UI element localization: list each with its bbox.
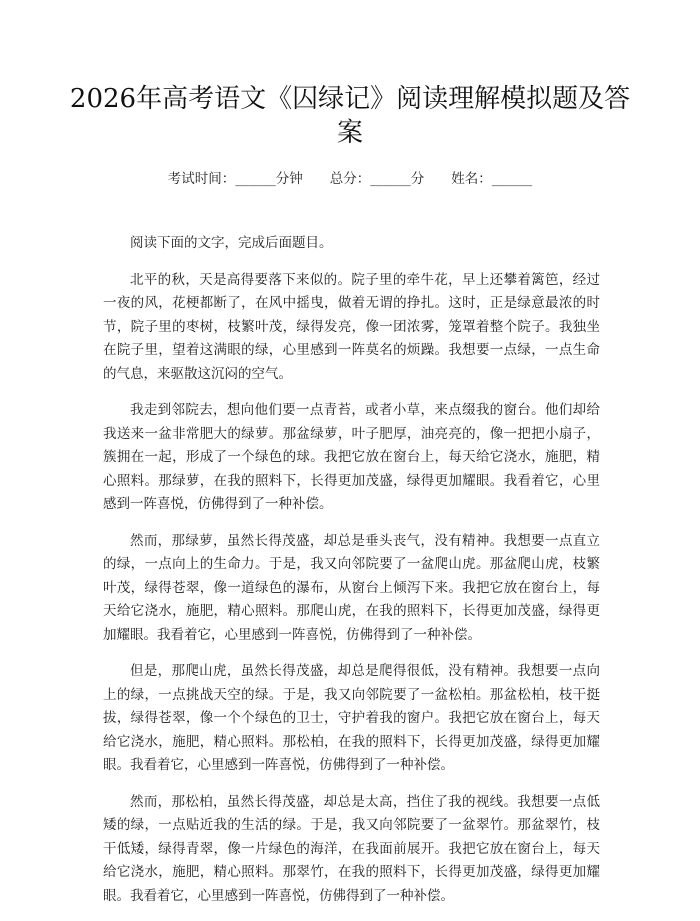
exam-info-line: 考试时间：______分钟 总分：______分 姓名：______ (167, 171, 533, 187)
passage-paragraph-2: 我走到邻院去，想向他们要一点青苔，或者小草，来点缀我的窗台。他们却给我送来一盆非常肥大的绿萝。那盆绿萝，叶子肥厚，油亮亮的，像一把把小扇子，簇拥在一起，形成了一个绿色的球。我把它放在窗台上，每天给它浇水，施肥，精心照料。那绿萝，在我的照料下，长得更加茂盛，绿得更加耀眼。我看着它，心里感到一阵喜悦，仿佛得到了一种补偿。 (103, 402, 600, 512)
passage-paragraph-5: 然而，那松柏，虽然长得茂盛，却总是太高，挡住了我的视线。我想要一点低矮的绿，一点贴近我的生活的绿。于是，我又向邻院要了一盆翠竹。那盆翠竹，枝干低矮，绿得青翠，像一片绿色的海洋，在我面前展开。我把它放在窗台上，每天给它浇水，施肥，精心照料。那翠竹，在我的照料下，长得更加茂盛，绿得更加耀眼。我看着它，心里感到一阵喜悦，仿佛得到了一种补偿。 (103, 793, 600, 904)
passage-paragraph-4: 但是，那爬山虎，虽然长得茂盛，却总是爬得很低，没有精神。我想要一点向上的绿，一点挑战天空的绿。于是，我又向邻院要了一盆松柏。那盆松柏，枝干挺拔，绿得苍翠，像一个个绿色的卫士，守护着我的窗户。我把它放在窗台上，每天给它浇水，施肥，精心照料。那松柏，在我的照料下，长得更加茂盛，绿得更加耀眼。我看着它，心里感到一阵喜悦，仿佛得到了一种补偿。 (103, 663, 600, 773)
passage-paragraph-3: 然而，那绿萝，虽然长得茂盛，却总是垂头丧气，没有精神。我想要一点直立的绿，一点向上的生命力。于是，我又向邻院要了一盆爬山虎。那盆爬山虎，枝繁叶茂，绿得苍翠，像一道绿色的瀑布，从窗台上倾泻下来。我把它放在窗台上，每天给它浇水，施肥，精心照料。那爬山虎，在我的照料下，长得更加茂盛，绿得更加耀眼。我看着它，心里感到一阵喜悦，仿佛得到了一种补偿。 (103, 532, 600, 643)
passage-paragraph-1: 北平的秋，天是高得要落下来似的。院子里的牵牛花，早上还攀着篱笆，经过一夜的风，花梗都断了，在风中摇曳，做着无谓的挣扎。这时，正是绿意最浓的时节，院子里的枣树，枝繁叶茂，绿得发亮，像一团浓雾，笼罩着整个院子。我独坐在院子里，望着这满眼的绿，心里感到一阵莫名的烦躁。我想要一点绿，一点生命的气息，来驱散这沉闷的空气。 (103, 271, 600, 382)
reading-passage (103, 232, 600, 921)
instruction-text: 阅读下面的文字，完成后面题目。 (130, 235, 333, 251)
document-title: 2026年高考语文《囚绿记》阅读理解模拟题及答案 (69, 84, 631, 148)
